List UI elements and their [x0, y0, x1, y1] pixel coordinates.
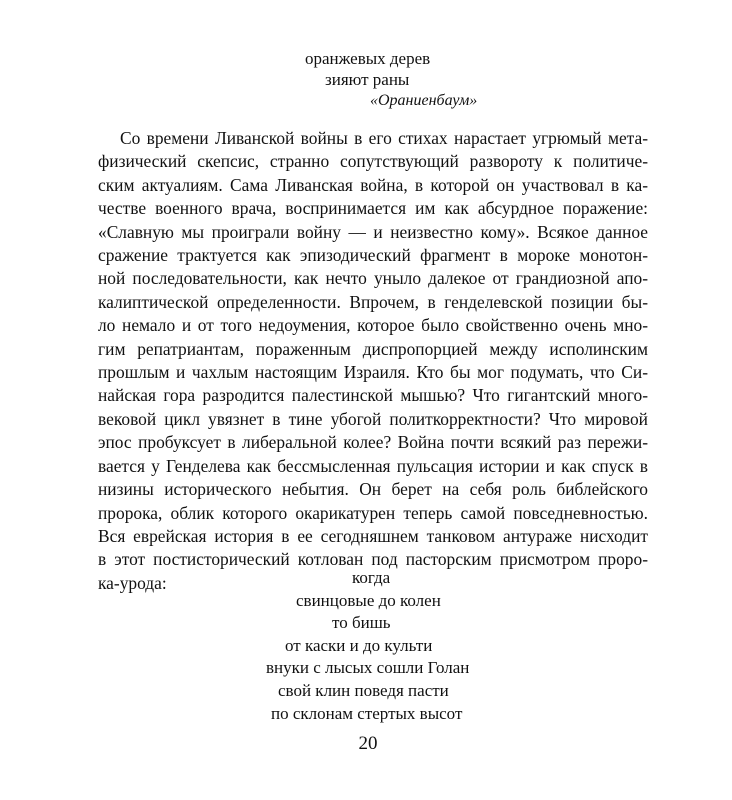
paragraph-line: ским актуалиям. Сама Ливанская война, в которой он участвовал в ка- [98, 174, 648, 195]
paragraph-line: ной последовательности, как нечто уныло далекое от грандиозной апо- [98, 268, 648, 289]
poem-line: внуки с лысых сошли Голан [266, 658, 470, 678]
poem-line: по склонам стертых высот [271, 703, 463, 723]
paragraph-line: Вся еврейская история в ее сегодняшнем танковом антураже нисходит [98, 525, 648, 546]
paragraph-line: гим репатриантам, пораженным диспропорцией между исполинским [98, 338, 648, 359]
paragraph-line: «Славную мы проиграли войну — и неизвестно кому». Всякое данное [98, 221, 648, 242]
epigraph-source: «Ораниенбаум» [370, 92, 478, 109]
paragraph-line: найская гора разродится палестинской мышью? Что гигантский много- [98, 385, 648, 406]
paragraph-line: честве военного врача, воспринимается им как абсурдное поражение: [98, 198, 648, 219]
paragraph-line: в этот постисторический котлован под пасторским присмотром проро- [98, 549, 648, 570]
poem-line: свой клин поведя пасти [278, 680, 449, 700]
poem-quote [0, 567, 732, 725]
paragraph-line: Со времени Ливанской войны в его стихах нарастает угрюмый мета- [120, 128, 648, 148]
paragraph-line: ка-урода: [98, 572, 167, 593]
epigraph-line: оранжевых дерев [305, 49, 431, 68]
paragraph-line: эпос пробуксует в либеральной колее? Война почти всякий раз пережи- [98, 432, 648, 453]
paragraph-line: прошлым и чахлым настоящим Израиля. Кто бы мог подумать, что Си- [98, 362, 648, 383]
paragraph-line: вековой цикл увязнет в тине убогой политкорректности? Что мировой [98, 408, 648, 429]
poem-line: когда [352, 568, 391, 587]
paragraph-line: ло немало и от того недоумения, которое было свойственно очень мно- [98, 315, 648, 336]
paragraph-line: калиптической определенности. Впрочем, в генделевской позиции бы- [98, 291, 648, 312]
poem-line: то бишь [332, 613, 391, 633]
body-paragraph [98, 127, 648, 595]
paragraph-line: сражение трактуется как эпизодический фрагмент в мороке монотон- [98, 245, 648, 266]
paragraph-line: пророка, облик которого окарикатурен теперь самой повседневностью. [98, 502, 648, 523]
poem-line: от каски и до культи [285, 635, 433, 655]
epigraph-line: зияют раны [325, 70, 410, 89]
poem-line: свинцовые до колен [296, 590, 441, 610]
page-number: 20 [358, 733, 378, 754]
paragraph-line: физический скепсис, странно сопутствующий развороту к политиче- [98, 151, 648, 172]
paragraph-line: низины исторического небытия. Он берет на себя роль библейского [98, 479, 648, 500]
paragraph-line: вается у Генделева как бессмысленная пульсация истории и как спуск в [98, 455, 648, 476]
epigraph [0, 48, 732, 111]
